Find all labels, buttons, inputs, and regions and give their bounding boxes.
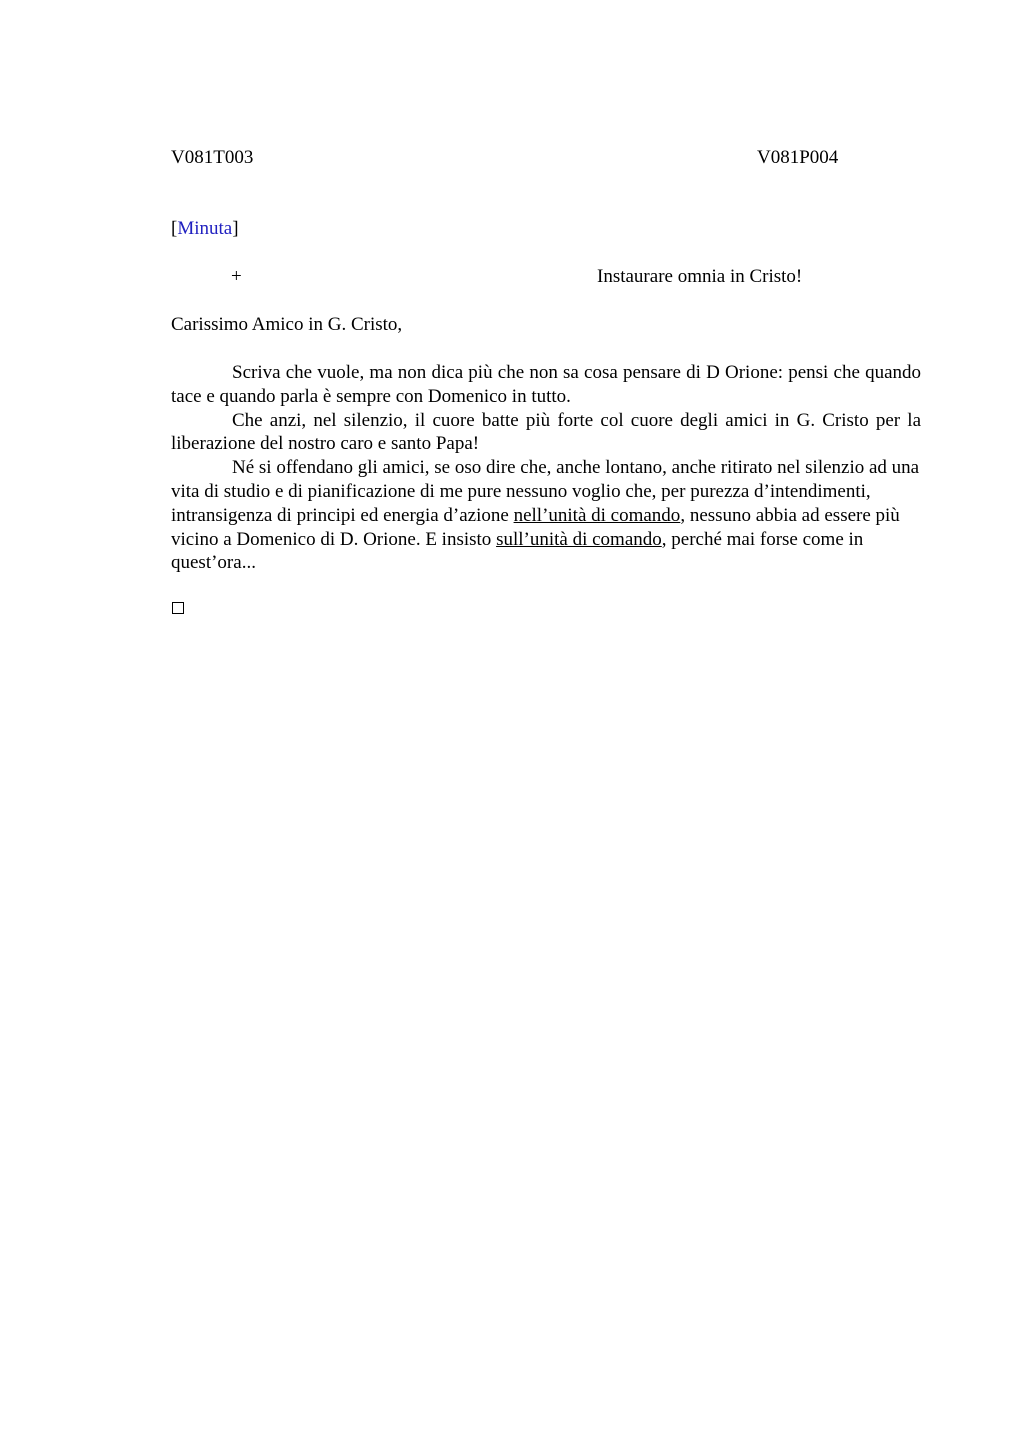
minuta-label <box>171 217 239 241</box>
paragraph-3 <box>171 456 921 575</box>
minuta-word: Minuta <box>177 218 233 239</box>
letter-body <box>171 361 921 575</box>
archive-code-right: V081P004 <box>757 147 839 168</box>
cross-symbol: + <box>231 266 242 287</box>
archive-code-left: V081T003 <box>171 147 254 168</box>
paragraph-3-part-2: , nessuno abbia ad essere più vicino a Domenico di D. Orione. E insisto <box>171 504 900 550</box>
paragraph-3-part-3: , perché mai forse come in quest’ora... <box>171 528 864 574</box>
paragraph-1: Scriva che vuole, ma non dica più che non sa cosa pensare di D Orione: pensi che quando tace e quando parla è sempre con Domenico in tutto. <box>171 362 921 407</box>
motto: Instaurare omnia in Cristo! <box>597 266 803 287</box>
document-page <box>171 0 921 1450</box>
square-outline-icon <box>172 602 184 614</box>
paragraph-2: Che anzi, nel silenzio, il cuore batte più forte col cuore degli amici in G. Cristo per la liberazione del nostro caro e santo Papa! <box>171 409 921 455</box>
close-bracket: ] <box>232 218 239 239</box>
open-bracket: [ <box>171 218 178 239</box>
salutation: Carissimo Amico in G. Cristo, <box>171 314 403 335</box>
paragraph-3-part-1: Né si offendano gli amici, se oso dire che, anche lontano, anche ritirato nel silenzio ad una vita di studio e di pianificazione di me pure nessuno voglio che, per purezza d’intendimenti, intransigenza di principi ed energia d’azione <box>171 457 920 526</box>
underlined-phrase-1: nell’unità di comando <box>513 504 681 526</box>
underlined-phrase-2: sull’unità di comando <box>496 528 662 550</box>
